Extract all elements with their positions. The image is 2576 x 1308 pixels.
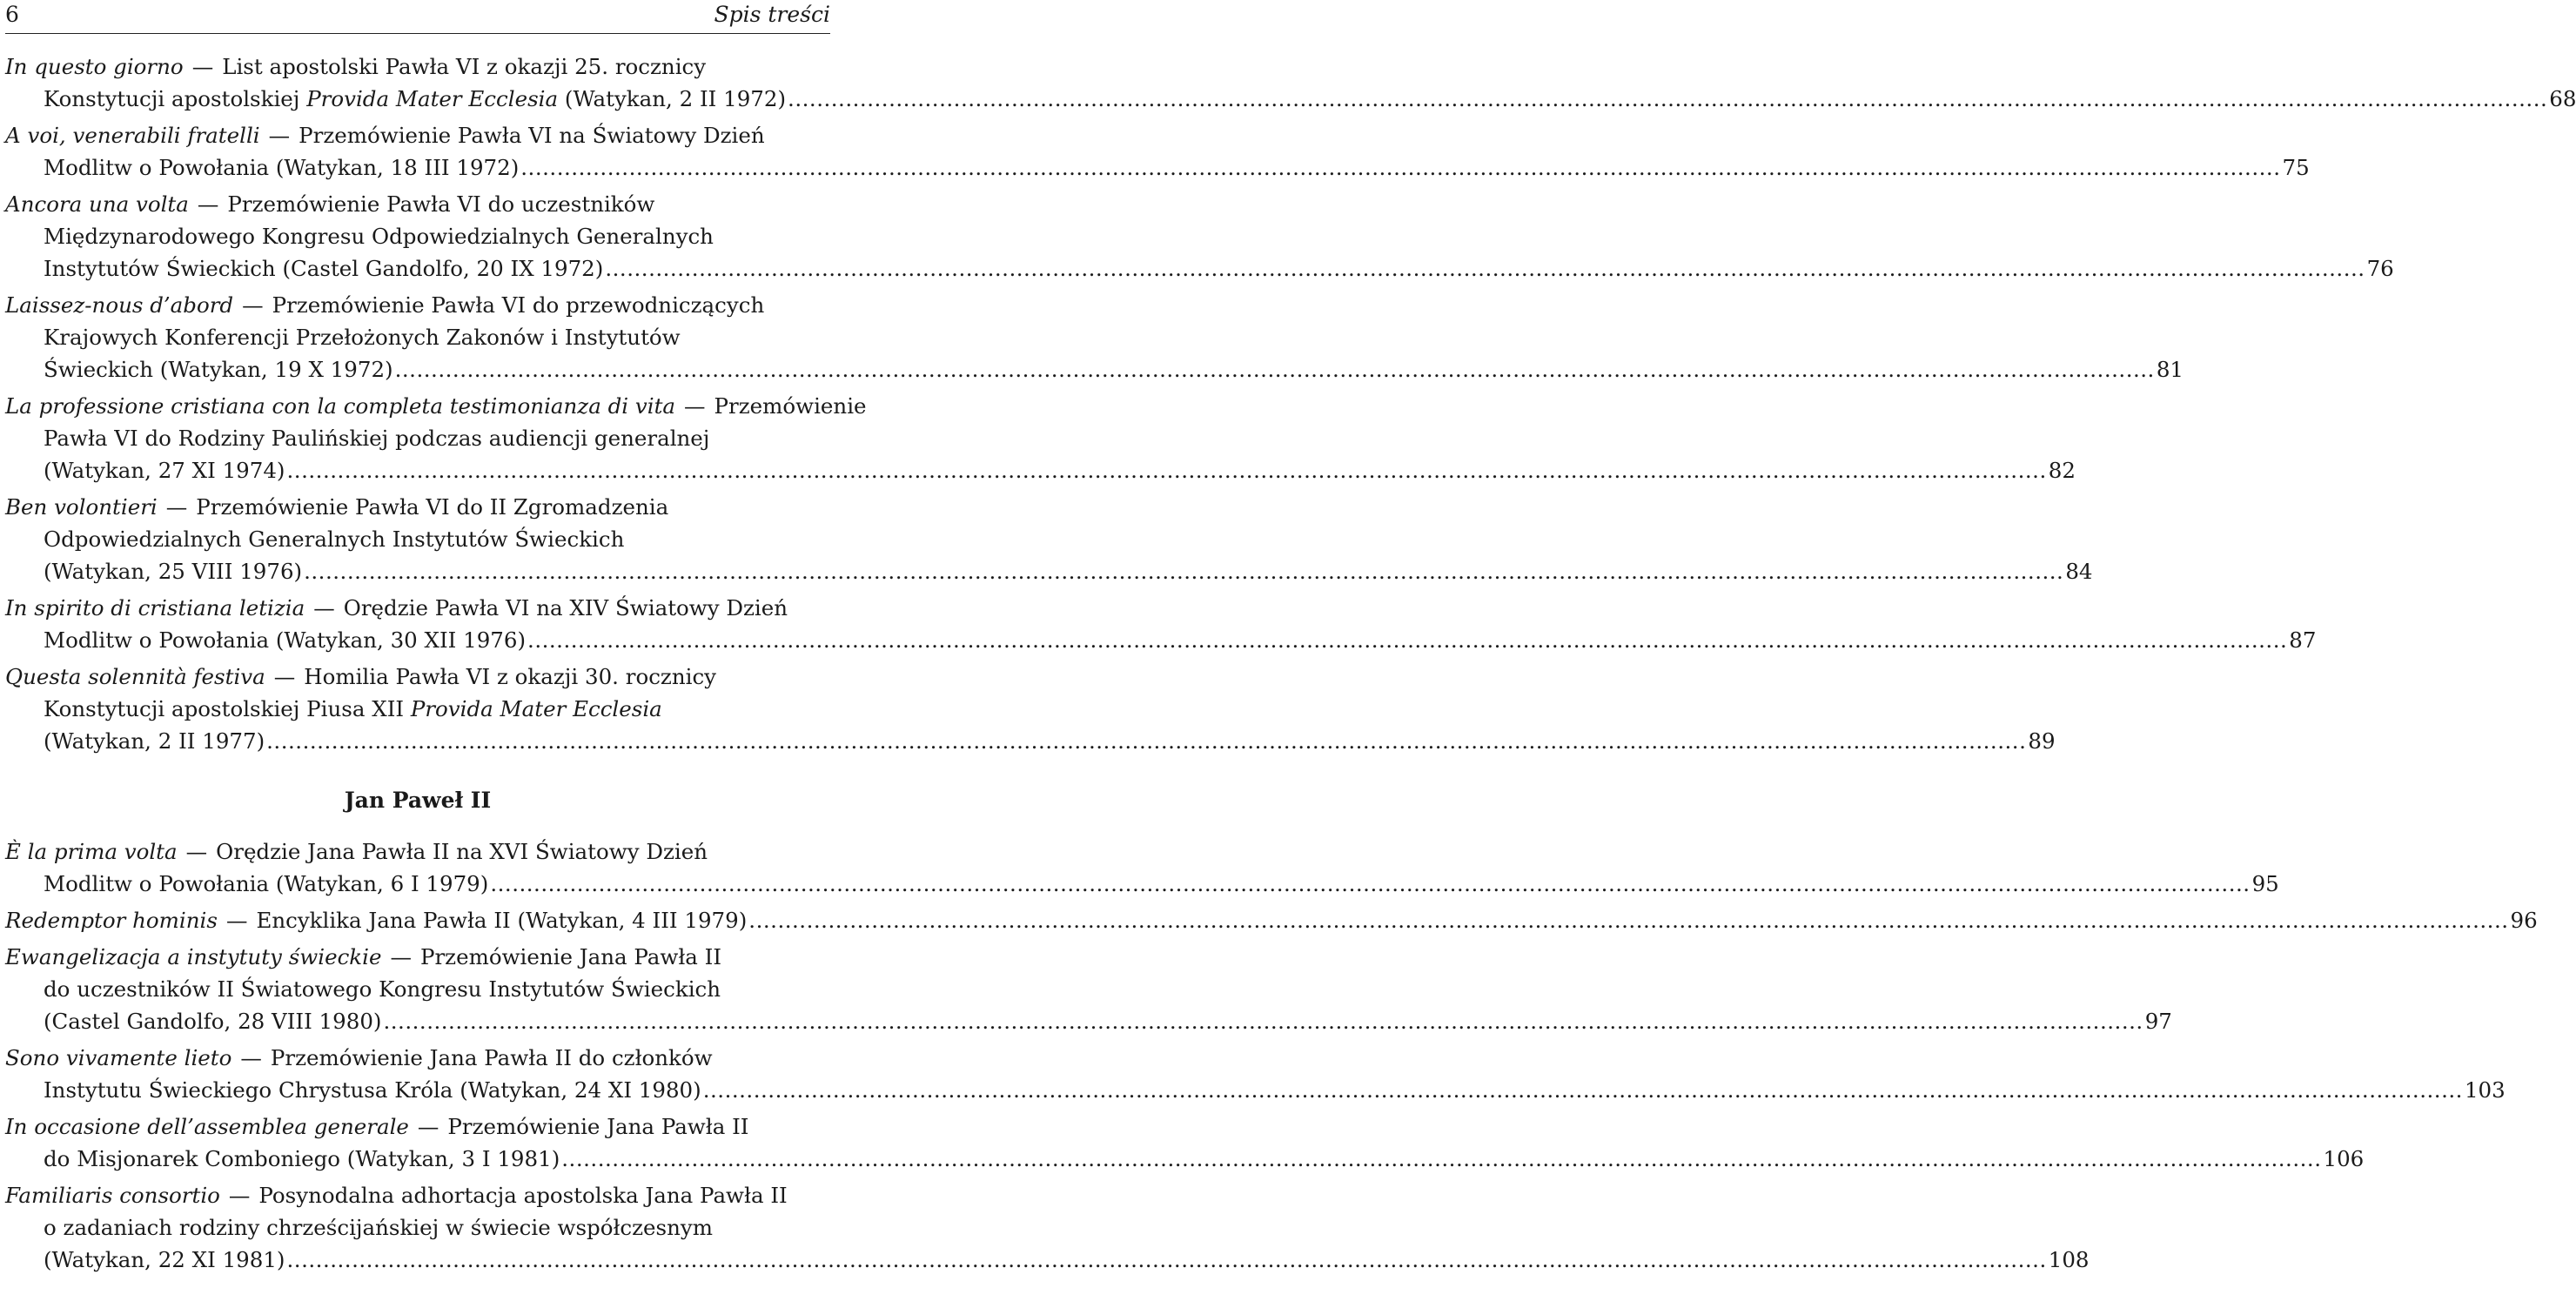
dot-leader [703,1074,2463,1106]
entry-line-text [44,454,285,486]
entry-first-line [5,390,867,422]
entry-dash: — [242,292,264,318]
entry-text: Modlitw o Powołania (Watykan, 18 III 1972) [44,155,520,180]
entry-continuation-line [5,973,830,1005]
entry-continuation-line [5,151,2310,184]
entry-dash: — [390,944,412,969]
toc-entry [5,289,2184,386]
entry-first-line [5,1110,830,1143]
entry-continuation-line [5,555,2093,587]
entry-continuation-line [5,1074,2506,1106]
entry-page-number: 97 [2144,1009,2172,1034]
entry-dash: — [684,393,706,419]
entry-line-text [5,904,747,936]
dot-leader [520,151,2280,184]
entry-page-number: 87 [2289,627,2317,653]
entry-first-line [5,50,830,83]
entry-first-line [5,661,830,693]
entry-dash: — [417,1114,439,1139]
toc-entry [5,188,2394,285]
section-title: Jan Paweł II [344,788,492,813]
dot-leader [605,252,2365,285]
entry-continuation-line [5,693,830,725]
dot-leader [287,454,2047,486]
toc-entry [5,50,2576,115]
entry-title-italic: Provida Mater Ecclesia [410,696,662,721]
entry-title-italic: Ben volontieri [5,494,158,520]
entry-text: Przemówienie Pawła VI do II Zgromadzenia [196,494,669,520]
entry-first-line [5,1042,830,1074]
dot-leader [383,1005,2143,1037]
entry-dash: — [197,191,219,217]
entry-first-line [5,835,830,868]
toc-entry [5,661,2056,757]
entry-dash: — [191,54,214,79]
toc-entry [5,1042,2506,1106]
entry-line-text [44,868,488,900]
entry-title-italic: In occasione dell’assemblea generale [5,1114,409,1139]
dot-leader [748,904,2508,936]
entry-title-italic: A voi, venerabili fratelli [5,123,260,148]
entry-page-number: 75 [2282,155,2310,180]
entry-first-line [5,592,830,624]
entry-page-number: 82 [2048,458,2076,483]
entry-title-italic: È la prima volta [5,839,178,864]
entry-dash: — [273,664,296,689]
entry-first-line [5,188,830,220]
entry-line-text [44,252,603,285]
entry-page-number: 106 [2323,1146,2365,1171]
entry-text: Przemówienie Jana Pawła II [419,944,722,969]
entry-first-line [5,289,830,321]
entry-page-number: 89 [2028,728,2056,754]
table-of-contents [5,50,2576,1280]
entry-title-italic: In spirito di cristiana letizia [5,595,305,620]
entry-title-italic: Ancora una volta [5,191,189,217]
entry-continuation-line [5,454,2076,486]
dot-leader [287,1244,2047,1276]
entry-text: Modlitw o Powołania (Watykan, 30 XII 1976) [44,627,527,653]
entry-line-text [44,555,302,587]
entry-line-text [44,1074,701,1106]
entry-title-italic: In questo giorno [5,54,184,79]
toc-entry [5,941,2172,1037]
entry-continuation-line [5,523,830,555]
entry-title-italic: La professione cristiana con la completa testimonianza di vita [5,393,676,419]
entry-dash: — [240,1045,262,1070]
dot-leader [395,353,2155,386]
entry-page-number: 81 [2156,357,2184,382]
entry-text: Przemówienie Jana Pawła II [447,1114,749,1139]
entry-page-number: 68 [2549,86,2576,111]
entry-dash: — [165,494,188,520]
entry-first-line [5,1179,830,1211]
entry-text: Posynodalna adhortacja apostolska Jana Pawła II [258,1183,788,1208]
entry-title-italic: Familiaris consortio [5,1183,220,1208]
entry-page-number: 95 [2251,871,2279,896]
toc-entry [5,1110,2365,1175]
toc-entry [5,835,2279,900]
entry-page-number: 84 [2065,559,2093,584]
entry-continuation-line [5,624,2317,656]
dot-leader [788,83,2547,115]
entry-text: Instytutów Świeckich (Castel Gandolfo, 20 IX 1972) [44,256,604,281]
dot-leader [266,725,2026,757]
running-head: Spis treści [714,2,830,27]
entry-continuation-line [5,725,2056,757]
entry-page-number: 103 [2464,1077,2506,1103]
entry-continuation-line [5,1005,2172,1037]
entry-text: Homilia Pawła VI z okazji 30. rocznicy [304,664,717,689]
entry-page-number: 96 [2510,908,2538,933]
entry-text: (Watykan, 2 II 1972) [558,86,787,111]
entry-text: Pawła VI do Rodziny Paulińskiej podczas audiencji generalnej [44,426,710,451]
dot-leader [527,624,2287,656]
entry-dash: — [225,908,248,933]
toc-entry [5,1179,2090,1276]
entry-text: Modlitw o Powołania (Watykan, 6 I 1979) [44,871,489,896]
entry-text: (Watykan, 2 II 1977) [44,728,265,754]
entry-line-text [44,1005,381,1037]
entry-text: List apostolski Pawła VI z okazji 25. rocznicy [222,54,707,79]
entry-text: (Watykan, 22 XI 1981) [44,1247,285,1272]
entry-continuation-line [5,83,2576,115]
entry-first-line [5,491,830,523]
entry-continuation-line [5,868,2279,900]
entry-text: Encyklika Jana Pawła II (Watykan, 4 III 1979) [256,908,748,933]
entry-dash: — [185,839,208,864]
toc-entry [5,390,2076,486]
entry-dash: — [228,1183,251,1208]
entry-line-text [44,624,526,656]
entry-text: Międzynarodowego Kongresu Odpowiedzialnych Generalnych [44,224,714,249]
dot-leader [490,868,2250,900]
entry-title-italic: Sono vivamente lieto [5,1045,232,1070]
entry-text: Krajowych Konferencji Przełożonych Zakonów i Instytutów [44,325,681,350]
entry-text: do Misjonarek Comboniego (Watykan, 3 I 1981) [44,1146,560,1171]
entry-line-text [44,725,265,757]
entry-text: Przemówienie Pawła VI do przewodniczących [272,292,765,318]
entry-text: Instytutu Świeckiego Chrystusa Króla (Watykan, 24 XI 1980) [44,1077,701,1103]
entry-title-italic: Questa solennità festiva [5,664,265,689]
toc-entry [5,592,2317,656]
entry-line-text [44,1244,285,1276]
entry-title-italic: Ewangelizacja a instytuty świeckie [5,944,382,969]
entry-continuation-line [5,321,830,353]
toc-entry [5,904,2538,936]
entry-text: (Watykan, 27 XI 1974) [44,458,285,483]
entry-title-italic: Laissez-nous d’abord [5,292,234,318]
entry-text: (Watykan, 25 VIII 1976) [44,559,303,584]
entry-line-text [44,151,519,184]
entry-continuation-line [5,1211,830,1244]
entry-text: Przemówienie Pawła VI na Światowy Dzień [299,123,765,148]
entry-text: Orędzie Jana Pawła II na XVI Światowy Dzień [216,839,708,864]
entry-line-text [44,353,393,386]
entry-text: Konstytucji apostolskiej [44,86,307,111]
dot-leader [304,555,2063,587]
entry-continuation-line [5,252,2394,285]
entry-text: Przemówienie [714,393,867,419]
entry-first-line [5,904,2538,936]
entry-continuation-line [5,1143,2365,1175]
entry-continuation-line [5,220,830,252]
entry-text: Przemówienie Pawła VI do uczestników [227,191,655,217]
toc-entry [5,119,2310,184]
entry-text: Przemówienie Jana Pawła II do członków [270,1045,713,1070]
entry-line-text [44,83,786,115]
entry-page-number: 76 [2366,256,2394,281]
entry-continuation-line [5,353,2184,386]
entry-text: Odpowiedzialnych Generalnych Instytutów Świeckich [44,527,625,552]
entry-text: Orędzie Pawła VI na XIV Światowy Dzień [343,595,788,620]
entry-first-line [5,941,830,973]
entry-continuation-line [5,422,830,454]
entry-dash: — [313,595,335,620]
page-number: 6 [5,2,19,27]
entry-text: Konstytucji apostolskiej Piusa XII [44,696,411,721]
toc-entry [5,491,2093,587]
entry-first-line [5,119,830,151]
entry-text: o zadaniach rodziny chrześcijańskiej w świecie współczesnym [44,1215,713,1240]
entry-title-italic: Redemptor hominis [5,908,218,933]
dot-leader [561,1143,2321,1175]
entry-page-number: 108 [2048,1247,2090,1272]
entry-text: (Castel Gandolfo, 28 VIII 1980) [44,1009,382,1034]
entry-continuation-line [5,1244,2090,1276]
page-header [5,0,830,34]
entry-line-text [44,1143,560,1175]
entry-title-italic: Provida Mater Ecclesia [306,86,559,111]
entry-text: do uczestników II Światowego Kongresu Instytutów Świeckich [44,976,721,1002]
entry-text: Świeckich (Watykan, 19 X 1972) [44,357,393,382]
entry-dash: — [268,123,291,148]
